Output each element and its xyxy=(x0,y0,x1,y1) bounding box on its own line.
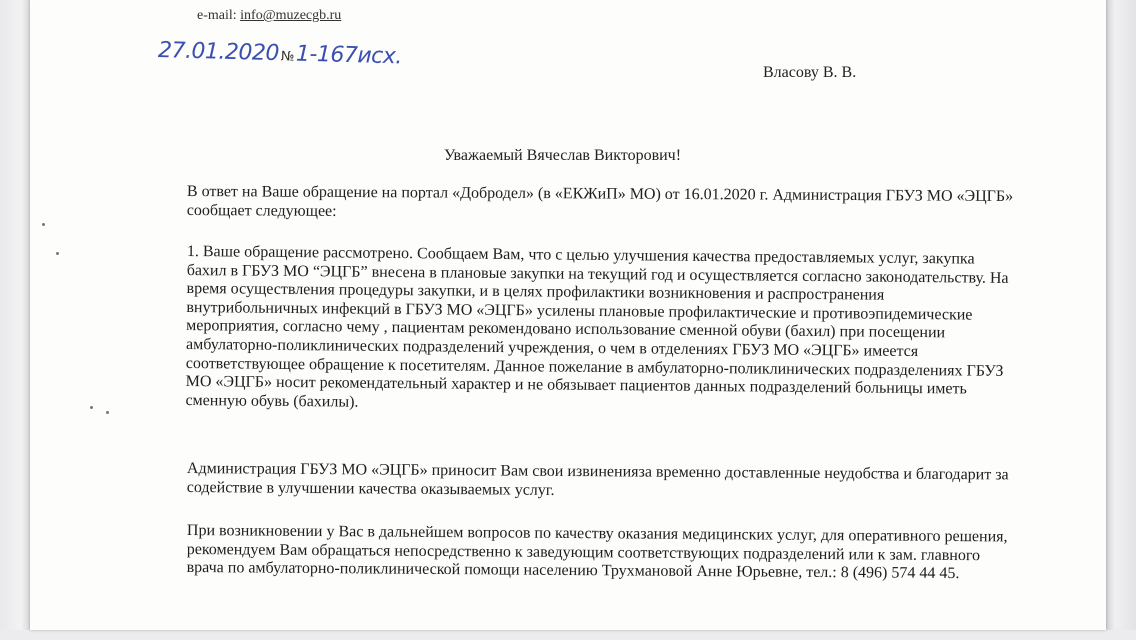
paragraph-apology: Администрация ГБУЗ МО «ЭЦГБ» приносит Вам свои извиненияза временно доставленные неудобства и благодарит за содействие в улучшении качества оказываемых услуг. xyxy=(186,460,1009,499)
scan-speck xyxy=(90,406,93,409)
paragraph-main: 1. Ваше обращение рассмотрено. Сообщаем Вам, что с целью улучшения качества предоставляемых услуг, закупка бахил в ГБУЗ МО “ЭЦГБ” внесена в плановые закупки на текущий год и осуществляется согласно законодательству. На время осуществления процедуры закупки, и в целях профилактики возникновения и распространения внутрибольничных инфекций в ГБУЗ МО «ЭЦГБ» усилены плановые профилактические и противоэпидемические мероприятия, согласно чему , пациентам рекомендовано использование сменной обуви (бахил) при посещении амбулаторно-поликлинических подразделений учреждения, о чем в отделениях ГБУЗ МО «ЭЦГБ» имеется соответствующее обращение к посетителям. Данное пожелание в амбулаторно-поликлинических подразделениях ГБУЗ МО «ЭЦГБ» носит рекомендательный характер и не обязывает пациентов данных подразделений больницы иметь сменную обувь (бахилы). xyxy=(185,243,1009,411)
viewer-frame-bottom xyxy=(0,630,1136,640)
paragraph-intro: В ответ на Ваше обращение на портал «Добродел» (в «ЕКЖиП» МО) от 16.01.2020 г. Администрация ГБУЗ МО «ЭЦГБ» сообщает следующее: xyxy=(186,183,1014,220)
email-label: e-mail: xyxy=(197,8,237,23)
scan-speck xyxy=(42,223,45,226)
number-sign: № xyxy=(280,49,295,65)
email-link[interactable]: info@muzecgb.ru xyxy=(240,8,342,23)
scan-speck xyxy=(56,252,59,255)
salutation: Уважаемый Вячеслав Викторович! xyxy=(444,147,682,164)
viewer-frame-left xyxy=(0,0,30,640)
paragraph-contact: При возникновении у Вас в дальнейшем вопросов по качеству оказания медицинских услуг, для оперативного решения, рекомендуем Вам обращаться непосредственно к заведующим соответствующих подразделений или к зам. главного врача по амбулаторно-поликлинической помощи населению Трухмановой Анне Юрьевне, тел.: 8 (496) 574 44 45. xyxy=(186,522,1008,583)
scan-speck xyxy=(106,411,109,414)
handwritten-date: 27.01.2020 xyxy=(157,38,280,67)
viewer-frame-right xyxy=(1106,0,1136,640)
sender-email xyxy=(197,8,341,24)
addressee: Власову В. В. xyxy=(763,64,857,81)
handwritten-number: 1-167исх. xyxy=(295,41,403,70)
